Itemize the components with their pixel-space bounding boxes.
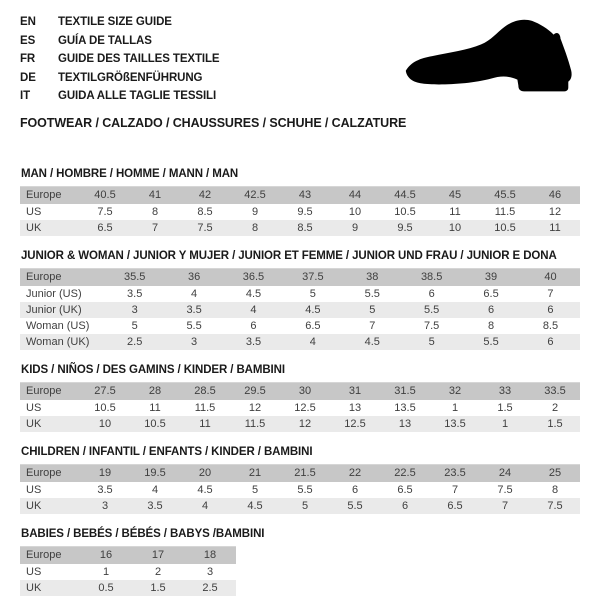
size-cell: 38: [343, 268, 402, 286]
size-table: [20, 186, 580, 236]
table-row: [20, 580, 236, 596]
table-row: [20, 268, 580, 286]
size-cell: 31.5: [380, 382, 430, 400]
size-cell: 11: [149, 401, 161, 414]
size-cell: 3.5: [97, 483, 113, 496]
size-cell: 8: [230, 220, 280, 236]
size-cell: 5: [343, 302, 402, 318]
size-cell: 4: [224, 302, 283, 318]
size-cell: 5.5: [297, 483, 313, 496]
table-row: [20, 464, 580, 482]
size-cell: 11: [449, 205, 461, 218]
size-cell: 1.5: [497, 401, 513, 414]
size-cell: 25: [530, 464, 580, 482]
size-cell: 37.5: [283, 268, 342, 286]
language-code: IT: [20, 90, 31, 102]
size-cell: 3.5: [164, 302, 223, 318]
size-cell: 13: [348, 401, 362, 414]
row-label: Europe: [20, 186, 80, 204]
row-label: Junior (UK): [20, 302, 105, 318]
size-cell: 39: [461, 268, 520, 286]
size-cell: 9.5: [380, 220, 430, 236]
size-cell: 7.5: [530, 498, 580, 514]
size-cell: 7.5: [97, 205, 113, 218]
table-row: [20, 564, 236, 580]
language-code: FR: [20, 53, 36, 65]
size-cell: 12: [248, 401, 262, 414]
size-cell: 5: [309, 287, 316, 300]
size-cell: 5.5: [186, 319, 202, 332]
row-label: Junior (US): [26, 287, 82, 300]
size-cell: 10.5: [130, 416, 180, 432]
size-cell: 11.5: [230, 416, 280, 432]
table-title: CHILDREN / INFANTIL / ENFANTS / KINDER / BAMBINI: [21, 445, 313, 458]
row-label: UK: [20, 498, 80, 514]
size-cell: 3: [206, 565, 214, 578]
size-cell: 1.5: [530, 416, 580, 432]
shoe-icon-path: [406, 20, 572, 92]
size-cell: 0.5: [80, 580, 132, 596]
table-row: [20, 482, 580, 498]
row-label: US: [26, 483, 42, 496]
size-cell: 20: [180, 464, 230, 482]
size-cell: 7.5: [180, 220, 230, 236]
size-cell: 3: [80, 498, 130, 514]
size-cell: 7: [547, 287, 554, 300]
size-cell: 3.5: [224, 334, 283, 350]
size-cell: 19.5: [130, 464, 180, 482]
row-label: UK: [20, 416, 80, 432]
table-row: [20, 318, 580, 334]
size-cell: 12: [280, 416, 330, 432]
size-cell: 3: [164, 334, 223, 350]
size-cell: 41: [130, 186, 180, 204]
size-cell: 23.5: [430, 464, 480, 482]
size-cell: 4.5: [283, 302, 342, 318]
size-cell: 4: [191, 287, 198, 300]
size-cell: 42.5: [230, 186, 280, 204]
row-label: US: [26, 205, 42, 218]
table-title: BABIES / BEBÉS / BÉBÉS / BABYS /BAMBINI: [21, 527, 265, 540]
table-row: [20, 186, 580, 204]
size-cell: 46: [530, 186, 580, 204]
size-table: [20, 546, 236, 596]
size-cell: 22.5: [380, 464, 430, 482]
size-cell: 43: [280, 186, 330, 204]
size-cell: 2.5: [184, 580, 236, 596]
size-cell: 6.5: [483, 287, 499, 300]
table-row: [20, 286, 580, 302]
size-cell: 10.5: [94, 401, 116, 414]
size-cell: 10: [430, 220, 480, 236]
language-guide-title: GUÍA DE TALLAS: [58, 34, 152, 47]
size-table-section: [20, 168, 580, 236]
language-guide-title: GUIDA ALLE TAGLIE TESSILI: [58, 90, 217, 102]
size-cell: 31: [330, 382, 380, 400]
table-title: MAN / HOMBRE / HOMME / MANN / MAN: [21, 167, 239, 180]
size-cell: 10: [348, 205, 362, 218]
table-row: [20, 204, 580, 220]
size-cell: 42: [180, 186, 230, 204]
table-row: [20, 220, 580, 236]
size-cell: 6: [461, 302, 520, 318]
size-cell: 36: [164, 268, 223, 286]
size-cell: 33: [480, 382, 530, 400]
row-label: Europe: [20, 546, 80, 564]
size-cell: 8: [487, 319, 495, 332]
size-cell: 13: [380, 416, 430, 432]
shoe-icon: [390, 15, 588, 108]
size-cell: 5: [402, 334, 461, 350]
table-title: KIDS / NIÑOS / DES GAMINS / KINDER / BAMBINI: [21, 363, 285, 376]
size-table-section: [20, 364, 580, 432]
size-cell: 6.5: [397, 483, 413, 496]
size-cell: 7.5: [424, 319, 440, 332]
row-label: UK: [20, 220, 80, 236]
size-cell: 6.5: [80, 220, 130, 236]
size-cell: 10.5: [394, 205, 416, 218]
size-cell: 2: [551, 401, 559, 414]
size-cell: 5.5: [364, 287, 380, 300]
size-cell: 28.5: [180, 382, 230, 400]
row-label: US: [26, 401, 42, 414]
size-cell: 18: [184, 546, 236, 564]
size-cell: 2: [154, 565, 162, 578]
size-cell: 33.5: [530, 382, 580, 400]
size-cell: 36.5: [224, 268, 283, 286]
size-cell: 40: [521, 268, 580, 286]
size-cell: 6: [250, 319, 257, 332]
size-cell: 5.5: [402, 302, 461, 318]
size-cell: 2.5: [105, 334, 164, 350]
size-cell: 44.5: [380, 186, 430, 204]
size-cell: 44: [330, 186, 380, 204]
size-cell: 24: [480, 464, 530, 482]
table-title: JUNIOR & WOMAN / JUNIOR Y MUJER / JUNIOR ET FEMME / JUNIOR UND FRAU / JUNIOR E DONA: [21, 249, 557, 262]
size-cell: 11: [530, 220, 580, 236]
size-cell: 8: [151, 205, 159, 218]
size-table-section: [20, 250, 580, 350]
size-cell: 10: [80, 416, 130, 432]
size-cell: 21: [230, 464, 280, 482]
language-guide-title: GUIDE DES TAILLES TEXTILE: [58, 53, 220, 65]
row-label: Europe: [20, 382, 80, 400]
size-cell: 6.5: [430, 498, 480, 514]
size-cell: 1.5: [132, 580, 184, 596]
size-cell: 28: [130, 382, 180, 400]
size-cell: 11: [180, 416, 230, 432]
table-row: [20, 498, 580, 514]
size-cell: 9: [330, 220, 380, 236]
size-cell: 12.5: [294, 401, 316, 414]
size-cell: 4.5: [343, 334, 402, 350]
size-cell: 12.5: [330, 416, 380, 432]
size-cell: 27.5: [80, 382, 130, 400]
language-guide-title: TEXTILGRÖßENFÜHRUNG: [58, 71, 203, 84]
size-cell: 9: [251, 205, 259, 218]
size-table: [20, 464, 580, 514]
size-table-section: [20, 528, 580, 596]
table-row: [20, 302, 580, 318]
language-code: DE: [20, 71, 36, 84]
size-cell: 6: [521, 302, 580, 318]
size-cell: 29.5: [230, 382, 280, 400]
size-cell: 8.5: [542, 319, 559, 332]
size-cell: 6: [351, 483, 359, 496]
size-cell: 22: [330, 464, 380, 482]
table-row: [20, 400, 580, 416]
size-cell: 3.5: [130, 498, 180, 514]
size-cell: 4.5: [230, 498, 280, 514]
table-row: [20, 546, 236, 564]
size-cell: 17: [132, 546, 184, 564]
size-cell: 35.5: [105, 268, 164, 286]
size-cell: 4.5: [197, 483, 213, 496]
size-cell: 1: [451, 401, 459, 414]
size-cell: 3: [105, 302, 164, 318]
row-label: Europe: [20, 464, 80, 482]
table-row: [20, 334, 580, 350]
size-cell: 7: [369, 319, 376, 332]
size-cell: 8.5: [280, 220, 330, 236]
size-cell: 3.5: [127, 287, 143, 300]
size-cell: 7: [480, 498, 530, 514]
category-title: FOOTWEAR / CALZADO / CHAUSSURES / SCHUHE / CALZATURE: [20, 115, 407, 130]
size-cell: 6: [428, 287, 435, 300]
size-cell: 1: [480, 416, 530, 432]
row-label: UK: [20, 580, 80, 596]
size-cell: 9.5: [297, 205, 313, 218]
size-cell: 30: [280, 382, 330, 400]
row-label: Woman (UK): [20, 334, 105, 350]
size-table: [20, 268, 580, 350]
size-cell: 7: [451, 483, 459, 496]
size-cell: 5: [251, 483, 259, 496]
language-code: EN: [20, 16, 36, 28]
size-cell: 7: [130, 220, 180, 236]
language-code: ES: [20, 34, 36, 47]
size-cell: 4.5: [245, 287, 262, 300]
size-cell: 5: [131, 319, 138, 332]
row-label: US: [26, 565, 42, 578]
size-cell: 6: [521, 334, 580, 350]
size-cell: 32: [430, 382, 480, 400]
size-cell: 8: [551, 483, 559, 496]
size-cell: 21.5: [280, 464, 330, 482]
size-tables: [20, 168, 580, 596]
size-cell: 45.5: [480, 186, 530, 204]
size-cell: 5.5: [330, 498, 380, 514]
size-cell: 10.5: [480, 220, 530, 236]
size-cell: 5: [280, 498, 330, 514]
size-cell: 38.5: [402, 268, 461, 286]
size-cell: 4: [283, 334, 342, 350]
size-cell: 16: [80, 546, 132, 564]
table-row: [20, 382, 580, 400]
size-cell: 5.5: [461, 334, 520, 350]
language-guide-title: TEXTILE SIZE GUIDE: [58, 16, 172, 28]
size-cell: 13.5: [394, 401, 416, 414]
size-cell: 13.5: [430, 416, 480, 432]
size-cell: 4: [151, 483, 159, 496]
size-cell: 1: [102, 565, 110, 578]
row-label: Europe: [20, 268, 105, 286]
size-cell: 40.5: [80, 186, 130, 204]
size-cell: 11.5: [194, 401, 216, 414]
size-table: [20, 382, 580, 432]
size-cell: 6.5: [305, 319, 321, 332]
size-cell: 19: [80, 464, 130, 482]
row-label: Woman (US): [26, 319, 90, 332]
size-cell: 11.5: [494, 205, 516, 218]
size-cell: 7.5: [497, 483, 513, 496]
size-cell: 8.5: [197, 205, 213, 218]
size-cell: 45: [430, 186, 480, 204]
size-cell: 6: [380, 498, 430, 514]
size-table-section: [20, 446, 580, 514]
size-cell: 4: [180, 498, 230, 514]
size-cell: 12: [548, 205, 562, 218]
table-row: [20, 416, 580, 432]
